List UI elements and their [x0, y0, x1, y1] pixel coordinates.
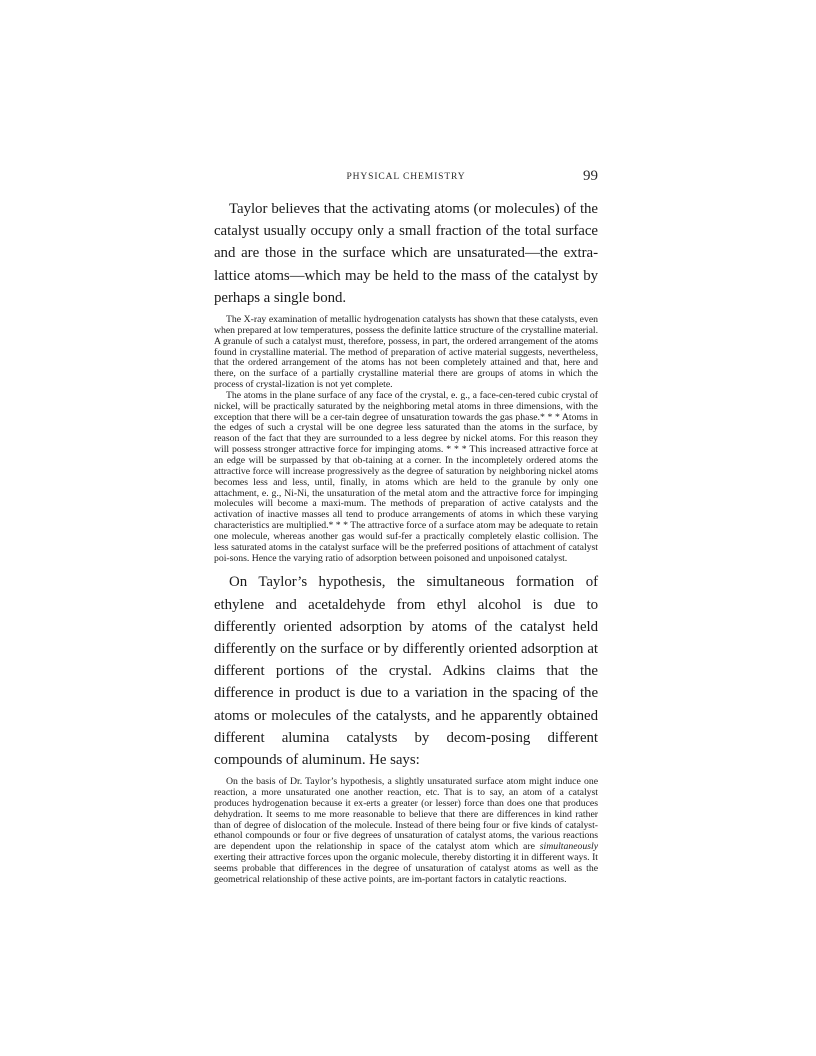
- quoted-extract-xray-examination: The X-ray examination of metallic hydrogenation catalysts has shown that these catalysts, even when prepared at low temperatures, possess the definite lattice structure of the crystalline material. A granule of such a catalyst must, therefore, possess, in part, the ordered arrangement of the atoms found in crystalline material. The method of preparation of active material suggests, nevertheless, that the ordered arrangement of the atoms has not been completely attained and that, here and there, on the surface of a partially crystalline material there are groups of atoms in which the process of crystal-lization is not yet complete.: [214, 314, 598, 391]
- extract-emphasis: simultaneously: [539, 841, 598, 853]
- spacer: [214, 564, 598, 571]
- quoted-extract-adkins: [214, 777, 598, 885]
- paragraph-taylor-activating-atoms: Taylor believes that the activating atoms (or molecules) of the catalyst usually occupy only a small fraction of the total surface and are those in the surface which are unsaturated—the extra-lattice atoms—which may be held to the mass of the catalyst by perhaps a single bond.: [214, 201, 598, 306]
- running-head-title: PHYSICAL CHEMISTRY: [346, 172, 466, 182]
- book-page: [214, 168, 598, 886]
- extract-text-before: On the basis of Dr. Taylor’s hypothesis, a slightly unsaturated surface atom might induce one reaction, a more unsaturated one another reaction, etc. That is to say, an atom of a catalyst produces hydrogenation because it ex-erts a greater (or lesser) force than does one that produces dehydration. It seems to me more reasonable to believe that there are differences in kind rather than of degree of dislocation of the molecule. Instead of there being four or five kinds of catalyst-ethanol compounds or four or five degrees of unsaturation of catalyst atoms, the various reactions are dependent upon the relationship in space of the catalyst atom which are: [214, 776, 598, 853]
- paragraph-taylor-hypothesis-adkins: On Taylor’s hypothesis, the simultaneous formation of ethylene and acetaldehyde from ethyl alcohol is due to differently oriented adsorption by atoms of the catalyst held differently on the surface or by differently oriented adsorption at different portions of the crystal. Adkins claims that the difference in product is due to a variation in the spacing of the atoms or molecules of the catalysts, and he apparently obtained different alumina catalysts by decom-posing different compounds of aluminum. He says:: [214, 574, 598, 769]
- page-number: 99: [583, 168, 598, 184]
- extract-text-after: exerting their attractive forces upon the organic molecule, thereby distorting it in different ways. It seems probable that differences in the degree of unsaturation of catalyst atoms as well as the geometrical relationship of these active points, are im-portant factors in catalytic reactions.: [214, 852, 598, 885]
- quoted-extract-plane-surface-atoms: The atoms in the plane surface of any face of the crystal, e. g., a face-cen-tered cubic crystal of nickel, will be practically saturated by the neighboring metal atoms in three dimensions, with the exception that there will be a cer-tain degree of unsaturation towards the gas phase.* * * Atoms in the edges of such a crystal will be one degree less saturated than the atoms in the surface, by reason of the fact that they are surrounded to a less degree by nickel atoms. For this reason they will possess stronger attractive force for impinging atoms. * * * This increased attractive force at an edge will be surpassed by that ob-taining at a corner. In the incompletely ordered atoms the attractive force will increase progressively as the degree of saturation by neighboring nickel atoms becomes less and less, until, finally, in atoms which are held to the granule by only one attachment, e. g., Ni-Ni, the unsaturation of the metal atom and the attractive force for impinging molecules will become a maxi-mum. The methods of preparation of active catalysts and the activation of inactive masses all tend to produce arrangements of atoms in which these varying characteristics are multiplied.* * * The attractive force of a surface atom may be adequate to retain one molecule, whereas another gas would suf-fer a practically completely elastic collision. The less saturated atoms in the catalyst surface will be the preferred positions of attachment of catalyst poi-sons. Hence the varying ratio of adsorption between poisoned and unpoisoned catalyst.: [214, 389, 598, 564]
- running-head: [214, 168, 598, 190]
